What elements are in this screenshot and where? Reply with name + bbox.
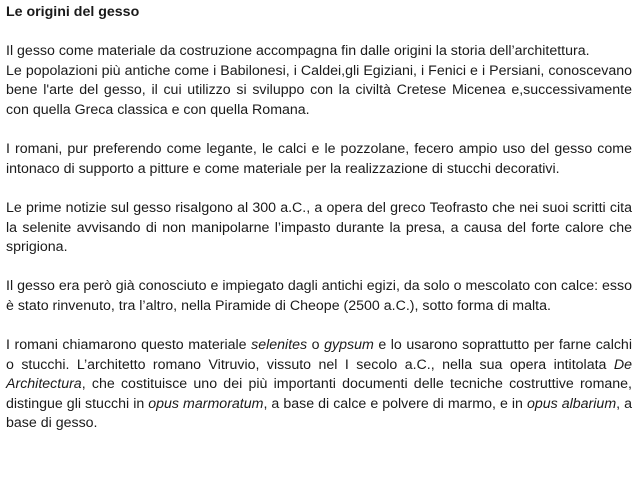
paragraph-gap [6,121,632,141]
document-page [6,3,632,434]
paragraph-3: Le prime notizie sul gesso risalgono al 300 a.C., a opera del greco Teofrasto che nei suoi scritti cita la selenite avvisando di non manipolarne l’impasto durante la presa, a causa del forte calore che sprigiona. [6,199,632,256]
paragraph-2: I romani, pur preferendo come legante, le calci e le pozzolane, fecero ampio uso del gesso come intonaco di supporto a pitture e come materiale per la realizzazione di stucchi decorativi. [6,141,632,177]
paragraph-5-text: I romani chiamarono questo materiale [6,337,252,354]
paragraph-4: Il gesso era però già conosciuto e impiegato dagli antichi egizi, da solo o mescolato con calce: esso è stato rinvenuto, tra l’altro, nella Piramide di Cheope (2500 a.C.), sotto forma di malta. [6,278,632,314]
paragraph-5-text: e lo usarono soprattutto per farne calchi o stucchi. L’architetto romano Vitruvio, vissuto nel I secolo a.C., nella sua opera intitolata [6,337,632,373]
paragraph-5-text: , a base di gesso. [6,395,632,432]
paragraph-5-text: , a base di calce e polvere di marmo, e in [263,395,527,412]
paragraph-1a: Il gesso come materiale da costruzione accompagna fin dalle origini la storia dell’architettura. [6,43,590,60]
paragraph-5 [6,336,632,434]
document-title: Le origini del gesso [6,4,140,20]
term-selenites: selenites [251,337,308,354]
paragraph-gap [6,258,632,278]
paragraph-gap [6,179,632,199]
paragraph-5-text: , che costituisce uno dei più importanti documenti delle tecniche costruttive romane, distingue gli stucchi in [6,376,632,412]
book-title-de-architectura: De Architectura [6,356,632,393]
paragraph-5-text: o [307,337,325,354]
term-opus-marmoratum: opus marmoratum [148,395,264,412]
paragraph-gap [6,317,632,337]
term-gypsum: gypsum [324,337,374,354]
term-opus-albarium: opus albarium [526,395,617,412]
paragraph-1b: Le popolazioni più antiche come i Babilonesi, i Caldei,gli Egiziani, i Fenici e i Persiani, conoscevano bene l'arte del gesso, il cui utilizzo si sviluppo con la civiltà Cretese Micenea e,successivamente con quella Greca classica e con quella Romana. [6,62,632,118]
